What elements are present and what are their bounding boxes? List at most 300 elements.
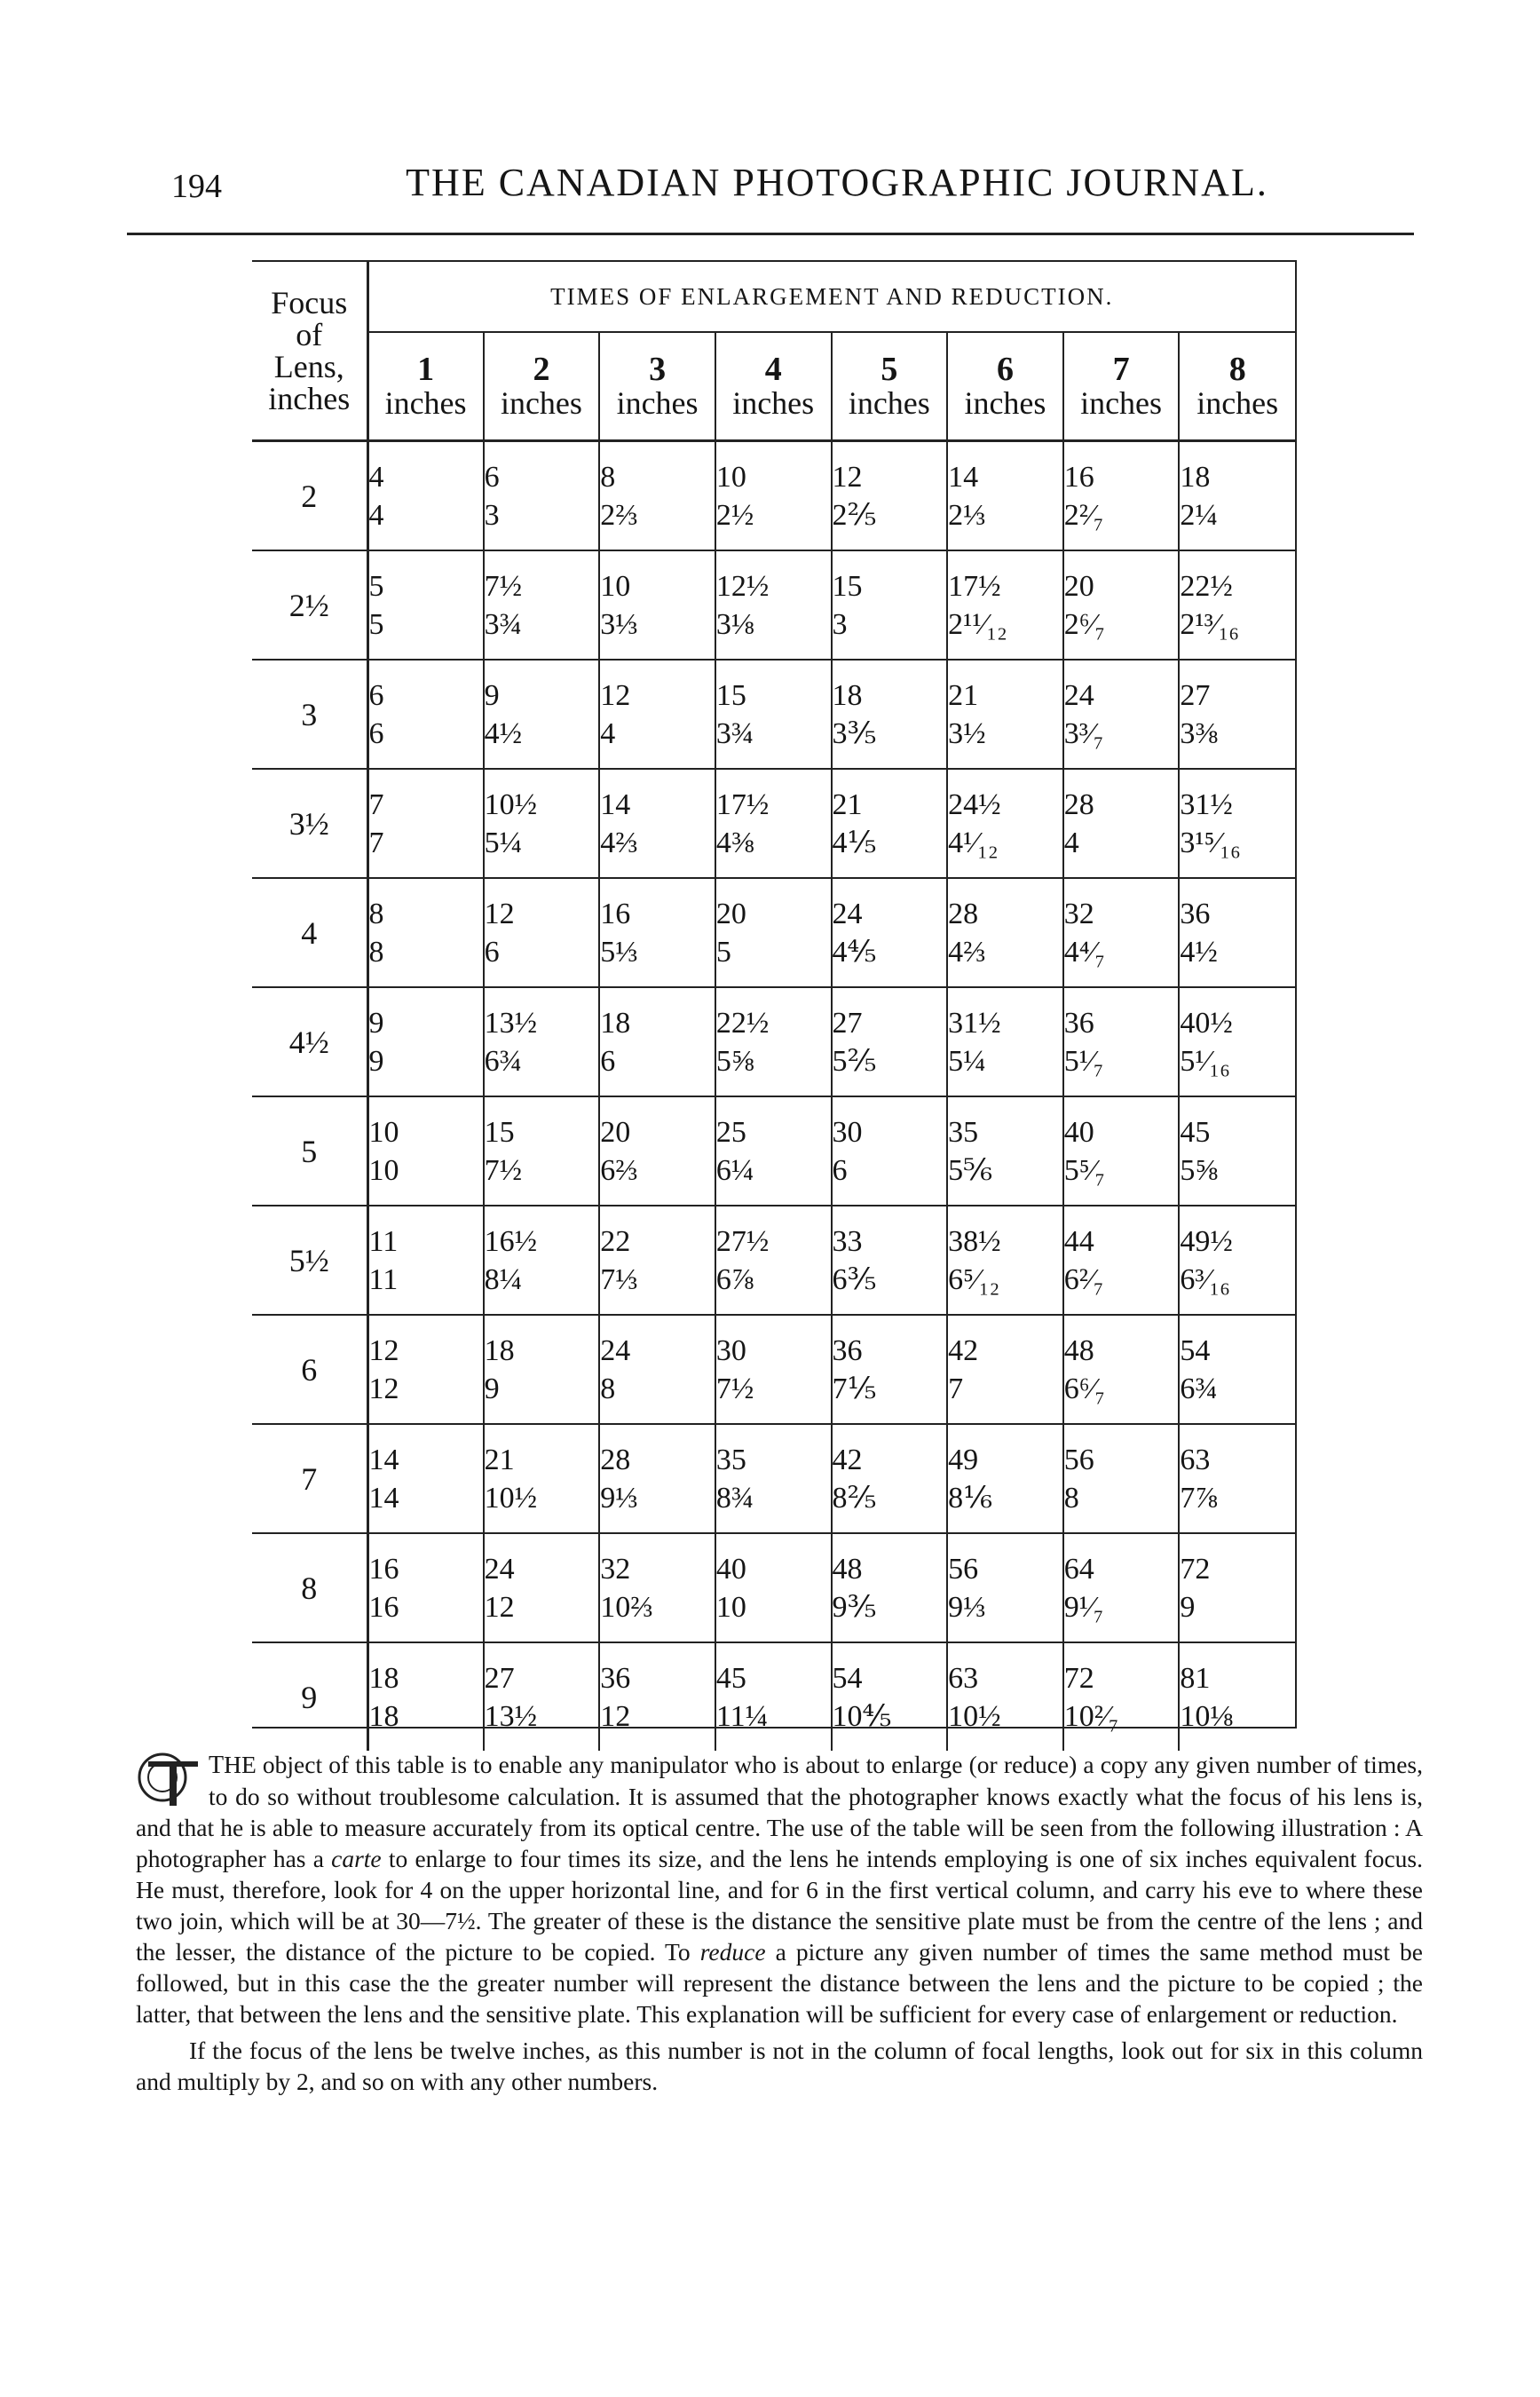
table-cell — [715, 1206, 832, 1315]
greater-distance: 17½ — [715, 787, 770, 821]
column-number: 4 — [764, 351, 782, 388]
lesser-distance: 3¾ — [715, 716, 754, 750]
greater-distance: 27 — [1180, 678, 1211, 712]
greater-distance: 24 — [600, 1333, 631, 1367]
column-unit: inches — [1196, 385, 1279, 421]
greater-distance: 56 — [1063, 1443, 1094, 1476]
table-cell — [715, 441, 832, 551]
lesser-distance: 9 — [1180, 1590, 1196, 1624]
greater-distance: 24½ — [948, 787, 1001, 821]
column-unit: inches — [1080, 385, 1163, 421]
lesser-distance: 8¼ — [484, 1262, 523, 1296]
lesser-distance: 7⅕ — [832, 1372, 877, 1405]
table-cell — [1063, 1315, 1180, 1424]
greater-distance: 27 — [484, 1661, 515, 1695]
column-unit: inches — [616, 385, 699, 421]
greater-distance: 40 — [715, 1552, 746, 1586]
column-unit: inches — [848, 385, 930, 421]
focus-value: 3½ — [252, 769, 367, 878]
table-cell — [715, 660, 832, 769]
column-header — [599, 332, 715, 441]
table-cell — [832, 660, 948, 769]
explanatory-text — [136, 1749, 1423, 2097]
greater-distance: 20 — [715, 897, 746, 930]
table-cell — [947, 550, 1063, 660]
greater-distance: 16½ — [484, 1224, 538, 1258]
greater-distance: 6 — [368, 678, 384, 712]
focus-header-line: of — [296, 317, 323, 352]
focus-value: 9 — [252, 1642, 367, 1751]
table-cell — [832, 441, 948, 551]
table-cell — [484, 1096, 600, 1206]
greater-distance: 11 — [368, 1224, 399, 1258]
lesser-distance: 3¾ — [484, 607, 523, 641]
greater-distance: 27½ — [715, 1224, 770, 1258]
table-cell — [715, 1424, 832, 1533]
greater-distance: 38½ — [948, 1224, 1001, 1258]
lesser-distance: 7⅓ — [600, 1262, 638, 1296]
column-header — [1063, 332, 1180, 441]
table-cell — [599, 550, 715, 660]
paragraph-text-middle: to enlarge to four times its size, and the lens he intends employing is one of six inches equivalent focus. He must, therefore, look for 4 on the upper horizontal line, and for 6 in the first vertical column, and carry his eve to where these two join, which will be at 30—7½. The greater of these is the distance the sensitive plate must be from the centre of the lens ; and the lesser, the distance of the picture to be copied. To — [136, 1845, 1424, 1966]
table-row — [252, 441, 1295, 551]
table-cell — [599, 1315, 715, 1424]
table-cell — [484, 1642, 600, 1751]
greater-distance: 12 — [484, 897, 515, 930]
lesser-distance: 10 — [368, 1153, 399, 1187]
table-cell — [367, 550, 484, 660]
paragraph-text-end: a picture any given number of times the same method must be followed, but in this case the the greater number will represent the distance between the lens and the picture to be copied ; the latter, that between the lens and the sensitive plate. This explanation will be sufficient for every case of enlargement or reduction. — [136, 1938, 1423, 2028]
lesser-distance: 5¹⁄₇ — [1063, 1044, 1104, 1078]
enlargement-table — [252, 260, 1297, 1733]
table-cell — [715, 1533, 832, 1642]
lesser-distance: 11¼ — [715, 1699, 769, 1733]
table-cell — [1179, 1642, 1295, 1751]
lesser-distance: 6 — [368, 716, 384, 750]
greater-distance: 9 — [368, 1006, 384, 1040]
greater-distance: 12 — [832, 460, 863, 494]
lesser-distance: 16 — [368, 1590, 399, 1624]
lesser-distance: 3½ — [948, 716, 986, 750]
table-cell — [367, 1424, 484, 1533]
greater-distance: 36 — [832, 1333, 863, 1367]
table-cell — [599, 1533, 715, 1642]
lesser-distance: 5¼ — [948, 1044, 986, 1078]
greater-distance: 4 — [368, 460, 384, 494]
greater-distance: 63 — [1180, 1443, 1211, 1476]
greater-distance: 42 — [948, 1333, 979, 1367]
lesser-distance: 2²⁄₇ — [1063, 498, 1104, 532]
greater-distance: 15 — [832, 569, 863, 603]
lesser-distance: 3¹⁵⁄₁₆ — [1180, 826, 1241, 859]
table-cell — [832, 1642, 948, 1751]
table-cell — [367, 1206, 484, 1315]
column-header — [484, 332, 600, 441]
lesser-distance: 5⅝ — [715, 1044, 754, 1078]
greater-distance: 63 — [948, 1661, 979, 1695]
paragraph-explanation — [136, 1749, 1423, 2029]
greater-distance: 48 — [832, 1552, 863, 1586]
lesser-distance: 2¹¹⁄₁₂ — [948, 607, 1007, 641]
table-cell — [367, 1642, 484, 1751]
carte-term: carte — [331, 1845, 382, 1872]
table-row — [252, 550, 1295, 660]
greater-distance: 72 — [1180, 1552, 1211, 1586]
lesser-distance: 9 — [484, 1372, 500, 1405]
lesser-distance: 9⅓ — [948, 1590, 986, 1624]
greater-distance: 48 — [1063, 1333, 1094, 1367]
table-cell — [947, 1642, 1063, 1751]
table-cell — [1063, 987, 1180, 1096]
table-cell — [832, 1096, 948, 1206]
table-row — [252, 769, 1295, 878]
greater-distance: 42 — [832, 1443, 863, 1476]
column-number: 2 — [533, 351, 550, 388]
table-cell — [832, 550, 948, 660]
greater-distance: 18 — [484, 1333, 515, 1367]
lesser-distance: 8⅙ — [948, 1481, 993, 1515]
table-cell — [367, 987, 484, 1096]
table-cell — [484, 550, 600, 660]
greater-distance: 36 — [1180, 897, 1211, 930]
greater-distance: 64 — [1063, 1552, 1094, 1586]
greater-distance: 5 — [368, 569, 384, 603]
table-cell — [367, 769, 484, 878]
table-row — [252, 1096, 1295, 1206]
lesser-distance: 6 — [600, 1044, 616, 1078]
lesser-distance: 11 — [368, 1262, 399, 1296]
table-cell — [947, 1206, 1063, 1315]
page-number: 194 — [171, 168, 222, 205]
lesser-distance: 3⅗ — [832, 716, 877, 750]
lesser-distance: 5¼ — [484, 826, 523, 859]
greater-distance: 28 — [600, 1443, 631, 1476]
greater-distance: 15 — [715, 678, 746, 712]
table-cell — [1063, 1642, 1180, 1751]
lesser-distance: 9 — [368, 1044, 384, 1078]
lesser-distance: 5⅚ — [948, 1153, 993, 1187]
lesser-distance: 13½ — [484, 1699, 538, 1733]
lesser-distance: 6¾ — [484, 1044, 523, 1078]
column-header — [1179, 332, 1295, 441]
lesser-distance: 4 — [1063, 826, 1079, 859]
greater-distance: 12½ — [715, 569, 770, 603]
lesser-distance: 12 — [600, 1699, 631, 1733]
table-cell — [1179, 769, 1295, 878]
lesser-distance: 4½ — [1180, 935, 1218, 969]
lesser-distance: 7 — [368, 826, 384, 859]
greater-distance: 10 — [600, 569, 631, 603]
focus-value: 5½ — [252, 1206, 367, 1315]
table-row — [252, 660, 1295, 769]
table-cell — [599, 441, 715, 551]
table-cell — [715, 769, 832, 878]
greater-distance: 15 — [484, 1115, 515, 1149]
focus-value: 7 — [252, 1424, 367, 1533]
greater-distance: 33 — [832, 1224, 863, 1258]
greater-distance: 21 — [948, 678, 979, 712]
table-cell — [484, 987, 600, 1096]
lesser-distance: 10½ — [484, 1481, 538, 1515]
table-cell — [1063, 1206, 1180, 1315]
lesser-distance: 4⅘ — [832, 935, 877, 969]
running-title: THE CANADIAN PHOTOGRAPHIC JOURNAL. — [406, 161, 1268, 204]
lesser-distance: 10²⁄₇ — [1063, 1699, 1119, 1733]
lesser-distance: 6⁵⁄₁₂ — [948, 1262, 1000, 1296]
column-number: 1 — [417, 351, 435, 388]
lesser-distance: 4⁴⁄₇ — [1063, 935, 1106, 969]
lesser-distance: 4 — [600, 716, 616, 750]
lesser-distance: 2⁶⁄₇ — [1063, 607, 1106, 641]
focus-value: 4½ — [252, 987, 367, 1096]
table-cell — [832, 1533, 948, 1642]
lesser-distance: 9¹⁄₇ — [1063, 1590, 1104, 1624]
greater-distance: 44 — [1063, 1224, 1094, 1258]
table-cell — [599, 1206, 715, 1315]
greater-distance: 22½ — [715, 1006, 770, 1040]
table-row — [252, 1424, 1295, 1533]
greater-distance: 22 — [600, 1224, 631, 1258]
table-cell — [1179, 987, 1295, 1096]
lesser-distance: 6³⁄₁₆ — [1180, 1262, 1230, 1296]
table-cell — [1063, 550, 1180, 660]
lesser-distance: 8⅖ — [832, 1481, 877, 1515]
column-number: 3 — [649, 351, 667, 388]
greater-distance: 30 — [832, 1115, 863, 1149]
greater-distance: 81 — [1180, 1661, 1211, 1695]
table-cell — [599, 878, 715, 987]
greater-distance: 49½ — [1180, 1224, 1233, 1258]
greater-distance: 8 — [368, 897, 384, 930]
page-header — [127, 151, 1414, 213]
table-cell — [715, 1642, 832, 1751]
table-cell — [484, 1533, 600, 1642]
greater-distance: 28 — [1063, 787, 1094, 821]
focus-header-line: inches — [268, 381, 351, 416]
table-cell — [832, 987, 948, 1096]
greater-distance: 36 — [1063, 1006, 1094, 1040]
greater-distance: 40 — [1063, 1115, 1094, 1149]
greater-distance: 14 — [368, 1443, 399, 1476]
greater-distance: 25 — [715, 1115, 746, 1149]
column-header — [367, 332, 484, 441]
table-cell — [599, 1096, 715, 1206]
lesser-distance: 4¹⁄₁₂ — [948, 826, 999, 859]
table-cell — [947, 987, 1063, 1096]
header-rule — [127, 233, 1414, 235]
table-cell — [484, 1206, 600, 1315]
greater-distance: 28 — [948, 897, 979, 930]
focus-value: 5 — [252, 1096, 367, 1206]
table-cell — [1179, 660, 1295, 769]
table-cell — [599, 660, 715, 769]
greater-distance: 12 — [600, 678, 631, 712]
focus-header-line: Focus — [271, 285, 348, 320]
column-unit: inches — [384, 385, 467, 421]
column-unit: inches — [500, 385, 582, 421]
lesser-distance: 3⅛ — [715, 607, 754, 641]
table-cell — [1063, 1533, 1180, 1642]
table-cell — [1063, 1096, 1180, 1206]
lesser-distance: 9⅗ — [832, 1590, 877, 1624]
table-cell — [947, 1315, 1063, 1424]
greater-distance: 12 — [368, 1333, 399, 1367]
greater-distance: 24 — [832, 897, 863, 930]
greater-distance: 21 — [484, 1443, 515, 1476]
greater-distance: 16 — [1063, 460, 1094, 494]
greater-distance: 18 — [1180, 460, 1211, 494]
lesser-distance: 5⁵⁄₇ — [1063, 1153, 1106, 1187]
table-cell — [1063, 441, 1180, 551]
lesser-distance: 4⅜ — [715, 826, 754, 859]
lesser-distance: 8 — [1063, 1481, 1079, 1515]
table-cell — [1179, 1206, 1295, 1315]
lesser-distance: 6 — [484, 935, 500, 969]
lesser-distance: 7½ — [715, 1372, 754, 1405]
table-cell — [832, 769, 948, 878]
table-cell — [367, 1096, 484, 1206]
table-row — [252, 1315, 1295, 1424]
greater-distance: 17½ — [948, 569, 1001, 603]
lesser-distance: 6 — [832, 1153, 848, 1187]
table-cell — [715, 550, 832, 660]
greater-distance: 8 — [600, 460, 616, 494]
table-cell — [1063, 660, 1180, 769]
greater-distance: 13½ — [484, 1006, 538, 1040]
table-cell — [1063, 769, 1180, 878]
greater-distance: 7 — [368, 787, 384, 821]
lesser-distance: 2⅖ — [832, 498, 877, 532]
greater-distance: 45 — [715, 1661, 746, 1695]
lesser-distance: 9⅓ — [600, 1481, 638, 1515]
greater-distance: 24 — [484, 1552, 515, 1586]
table-cell — [367, 878, 484, 987]
greater-distance: 22½ — [1180, 569, 1233, 603]
focus-value: 3 — [252, 660, 367, 769]
lesser-distance: 8 — [368, 935, 384, 969]
greater-distance: 7½ — [484, 569, 523, 603]
lesser-distance: 12 — [368, 1372, 399, 1405]
column-unit: inches — [732, 385, 815, 421]
column-unit: inches — [964, 385, 1046, 421]
reduce-term: reduce — [699, 1938, 766, 1966]
greater-distance: 27 — [832, 1006, 863, 1040]
table-cell — [947, 769, 1063, 878]
table-cell — [1179, 1315, 1295, 1424]
table-cell — [599, 987, 715, 1096]
greater-distance: 10 — [368, 1115, 399, 1149]
lesser-distance: 5¹⁄₁₆ — [1180, 1044, 1230, 1078]
greater-distance: 32 — [600, 1552, 631, 1586]
column-number: 7 — [1112, 351, 1130, 388]
lesser-distance: 4 — [368, 498, 384, 532]
dropcap-letter: T — [209, 1752, 225, 1779]
table-cell — [484, 1424, 600, 1533]
table-cell — [1179, 1424, 1295, 1533]
lesser-distance: 14 — [368, 1481, 399, 1515]
lesser-distance: 3⅜ — [1180, 716, 1218, 750]
greater-distance: 6 — [484, 460, 500, 494]
lesser-distance: 5 — [368, 607, 384, 641]
lesser-distance: 3 — [484, 498, 500, 532]
lesser-distance: 10 — [715, 1590, 746, 1624]
lesser-distance: 5⅓ — [600, 935, 638, 969]
paragraph-text-start: HE object of this table is to enable any manipulator who is about to enlarge (or reduce) a copy any given number of times, to do so without troublesome calculation. It is assumed that the photographer knows exactly what the focus of his lens is, and that he is able to measure accurately from its optical centre. The use of the table will be seen from the following illustration : A photographer has a — [136, 1751, 1423, 1872]
column-header — [832, 332, 948, 441]
table-cell — [1179, 550, 1295, 660]
table-cell — [715, 878, 832, 987]
greater-distance: 14 — [600, 787, 631, 821]
lesser-distance: 10½ — [948, 1699, 1001, 1733]
greater-distance: 54 — [1180, 1333, 1211, 1367]
table-row — [252, 1533, 1295, 1642]
table-cell — [367, 1315, 484, 1424]
greater-distance: 40½ — [1180, 1006, 1233, 1040]
focus-value: 2 — [252, 441, 367, 551]
table-cell — [947, 660, 1063, 769]
lesser-distance: 2⅔ — [600, 498, 638, 532]
greater-distance: 30 — [715, 1333, 746, 1367]
lesser-distance: 6²⁄₇ — [1063, 1262, 1104, 1296]
table-cell — [715, 987, 832, 1096]
focus-value: 2½ — [252, 550, 367, 660]
column-number: 8 — [1228, 351, 1246, 388]
table-cell — [832, 878, 948, 987]
greater-distance: 20 — [1063, 569, 1094, 603]
greater-distance: 24 — [1063, 678, 1094, 712]
table-cell — [947, 1096, 1063, 1206]
table-cell — [1179, 1533, 1295, 1642]
table-cell — [1179, 1096, 1295, 1206]
table-cell — [599, 1642, 715, 1751]
table-cell — [1179, 878, 1295, 987]
table-cell — [484, 878, 600, 987]
greater-distance: 72 — [1063, 1661, 1094, 1695]
lesser-distance: 2¼ — [1180, 498, 1218, 532]
lesser-distance: 10⅛ — [1180, 1699, 1233, 1733]
focus-value: 8 — [252, 1533, 367, 1642]
lesser-distance: 3⅓ — [600, 607, 638, 641]
lesser-distance: 7 — [948, 1372, 964, 1405]
focus-value: 4 — [252, 878, 367, 987]
lesser-distance: 6¾ — [1180, 1372, 1218, 1405]
greater-distance: 21 — [832, 787, 863, 821]
table-cell — [484, 441, 600, 551]
greater-distance: 49 — [948, 1443, 979, 1476]
table-cell — [599, 769, 715, 878]
lesser-distance: 6⅔ — [600, 1153, 638, 1187]
table-cell — [832, 1315, 948, 1424]
column-header — [947, 332, 1063, 441]
table-row — [252, 1642, 1295, 1751]
greater-distance: 9 — [484, 678, 500, 712]
greater-distance: 45 — [1180, 1115, 1211, 1149]
table-row — [252, 987, 1295, 1096]
lesser-distance: 12 — [484, 1590, 515, 1624]
lesser-distance: 6⅗ — [832, 1262, 877, 1296]
column-header — [715, 332, 832, 441]
table-cell — [715, 1315, 832, 1424]
lesser-distance: 3 — [832, 607, 848, 641]
focus-header-line: Lens, — [273, 349, 344, 384]
lesser-distance: 3³⁄₇ — [1063, 716, 1104, 750]
table-cell — [832, 1206, 948, 1315]
focus-column-header — [252, 262, 367, 441]
table-cell — [484, 769, 600, 878]
lesser-distance: 2⅓ — [948, 498, 986, 532]
lesser-distance: 10⅘ — [832, 1699, 892, 1733]
table-body — [252, 441, 1295, 1752]
